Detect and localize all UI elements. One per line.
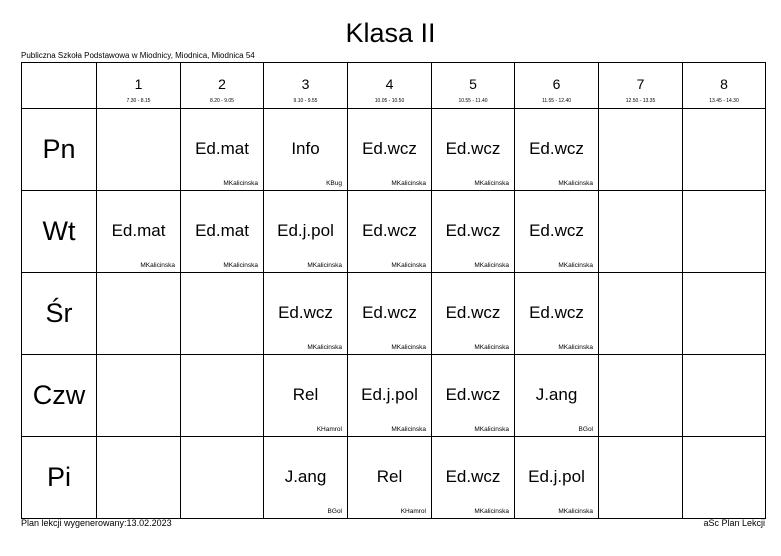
period-header-row — [22, 63, 766, 109]
lesson-subject: J.ang — [535, 385, 578, 404]
lesson-subject: Ed.wcz — [445, 139, 501, 158]
period-number: 3 — [301, 76, 310, 92]
lesson-cell — [348, 273, 432, 355]
school-name: Publiczna Szkoła Podstawowa w Miodnicy, Miodnica, Miodnica 54 — [21, 51, 255, 60]
lesson-subject: Ed.mat — [195, 221, 249, 240]
lesson-subject: Ed.mat — [111, 221, 166, 240]
lesson-teacher: BGol — [578, 426, 593, 433]
day-row — [22, 109, 766, 191]
lesson-teacher: MKalicinska — [223, 180, 258, 187]
lesson-cell — [683, 355, 766, 437]
lesson-subject: Ed.wcz — [445, 221, 501, 240]
lesson-teacher: MKalicinska — [558, 344, 593, 351]
period-header-cell — [599, 63, 683, 109]
lesson-cell — [264, 273, 348, 355]
period-header-cell — [264, 63, 348, 109]
lesson-cell — [683, 437, 766, 519]
lesson-cell — [181, 437, 264, 519]
period-time: 13.45 - 14.30 — [709, 98, 739, 104]
day-label: Czw — [22, 355, 97, 437]
lesson-cell — [181, 273, 264, 355]
lesson-teacher: KBug — [326, 180, 342, 187]
day-label: Wt — [22, 191, 97, 273]
period-header-cell — [348, 63, 432, 109]
lesson-cell — [348, 109, 432, 191]
lesson-cell — [432, 273, 515, 355]
day-row — [22, 191, 766, 273]
lesson-subject: Ed.wcz — [445, 303, 501, 322]
lesson-teacher: MKalicinska — [223, 262, 258, 269]
lesson-cell — [683, 273, 766, 355]
period-time: 12.50 - 13.35 — [625, 98, 656, 104]
generator-credit: aSc Plan Lekcji — [703, 518, 765, 528]
lesson-cell — [348, 355, 432, 437]
lesson-cell — [432, 437, 515, 519]
lesson-cell — [432, 109, 515, 191]
lesson-subject: Ed.wcz — [362, 221, 417, 240]
day-row — [22, 355, 766, 437]
period-header-cell — [181, 63, 264, 109]
period-time: 7.30 - 8.15 — [126, 98, 151, 104]
lesson-subject: Ed.j.pol — [528, 467, 585, 486]
period-number: 8 — [720, 76, 728, 92]
period-time: 11.55 - 12.40 — [541, 98, 572, 104]
lesson-cell — [432, 191, 515, 273]
day-label: Pn — [22, 109, 97, 191]
lesson-teacher: MKalicinska — [474, 426, 509, 433]
lesson-subject: Ed.j.pol — [361, 385, 418, 404]
day-row — [22, 437, 766, 519]
lesson-cell — [97, 109, 181, 191]
lesson-cell — [515, 109, 599, 191]
lesson-teacher: MKalicinska — [474, 508, 509, 515]
lesson-cell — [264, 355, 348, 437]
lesson-teacher: MKalicinska — [307, 262, 342, 269]
lesson-cell — [599, 191, 683, 273]
lesson-cell — [599, 437, 683, 519]
day-row — [22, 273, 766, 355]
lesson-teacher: MKalicinska — [140, 262, 175, 269]
lesson-cell — [181, 109, 264, 191]
lesson-cell — [599, 109, 683, 191]
period-number: 5 — [469, 76, 477, 92]
lesson-subject: Ed.wcz — [445, 467, 501, 486]
day-label: Śr — [22, 273, 97, 355]
lesson-teacher: MKalicinska — [474, 344, 509, 351]
lesson-cell — [264, 191, 348, 273]
lesson-teacher: MKalicinska — [391, 180, 426, 187]
lesson-teacher: MKalicinska — [558, 262, 593, 269]
lesson-teacher: MKalicinska — [391, 426, 426, 433]
lesson-cell — [515, 273, 599, 355]
lesson-subject: Ed.wcz — [529, 303, 584, 322]
lesson-cell — [97, 191, 181, 273]
corner-cell — [22, 63, 97, 109]
lesson-subject: Ed.wcz — [278, 303, 333, 322]
period-number: 2 — [218, 76, 226, 92]
lesson-cell — [683, 191, 766, 273]
lesson-teacher: MKalicinska — [474, 262, 509, 269]
lesson-subject: Ed.wcz — [362, 303, 417, 322]
lesson-cell — [432, 355, 515, 437]
period-header-cell — [515, 63, 599, 109]
lesson-subject: Ed.j.pol — [277, 221, 334, 240]
day-label: Pi — [22, 437, 97, 519]
lesson-teacher: MKalicinska — [558, 508, 593, 515]
lesson-subject: Ed.wcz — [529, 139, 584, 158]
lesson-cell — [264, 437, 348, 519]
lesson-subject: Rel — [376, 467, 403, 486]
lesson-cell — [97, 273, 181, 355]
period-number: 7 — [636, 76, 645, 92]
lesson-teacher: BGol — [327, 508, 342, 515]
lesson-teacher: MKalicinska — [391, 344, 426, 351]
lesson-cell — [348, 191, 432, 273]
lesson-subject: J.ang — [284, 467, 327, 486]
lesson-teacher: MKalicinska — [391, 262, 426, 269]
lesson-teacher: KHamrol — [316, 426, 342, 433]
period-header-cell — [432, 63, 515, 109]
period-header-cell — [683, 63, 766, 109]
lesson-cell — [683, 109, 766, 191]
period-time: 10.05 - 10.50 — [374, 98, 405, 104]
lesson-cell — [97, 437, 181, 519]
lesson-subject: Rel — [292, 385, 319, 404]
lesson-cell — [181, 355, 264, 437]
lesson-cell — [348, 437, 432, 519]
period-time: 9.10 - 9.55 — [293, 98, 318, 104]
period-header-cell — [97, 63, 181, 109]
generated-date: Plan lekcji wygenerowany:13.02.2023 — [21, 518, 172, 528]
period-number: 4 — [385, 76, 394, 92]
lesson-cell — [181, 191, 264, 273]
lesson-subject: Info — [291, 139, 320, 158]
lesson-cell — [515, 355, 599, 437]
lesson-teacher: MKalicinska — [558, 180, 593, 187]
lesson-teacher: MKalicinska — [474, 180, 509, 187]
page-title: Klasa II — [345, 18, 436, 48]
lesson-cell — [515, 191, 599, 273]
period-time: 10.55 - 11.40 — [458, 98, 488, 104]
lesson-cell — [515, 437, 599, 519]
lesson-subject: Ed.mat — [195, 139, 249, 158]
lesson-cell — [599, 273, 683, 355]
timetable — [21, 62, 766, 519]
period-number: 6 — [552, 76, 561, 92]
period-number: 1 — [134, 76, 143, 92]
lesson-cell — [264, 109, 348, 191]
lesson-subject: Ed.wcz — [362, 139, 417, 158]
period-time: 8.20 - 9.05 — [210, 98, 234, 104]
lesson-cell — [97, 355, 181, 437]
lesson-cell — [599, 355, 683, 437]
lesson-teacher: KHamrol — [400, 508, 426, 515]
lesson-teacher: MKalicinska — [307, 344, 342, 351]
lesson-subject: Ed.wcz — [529, 221, 584, 240]
lesson-subject: Ed.wcz — [445, 385, 501, 404]
